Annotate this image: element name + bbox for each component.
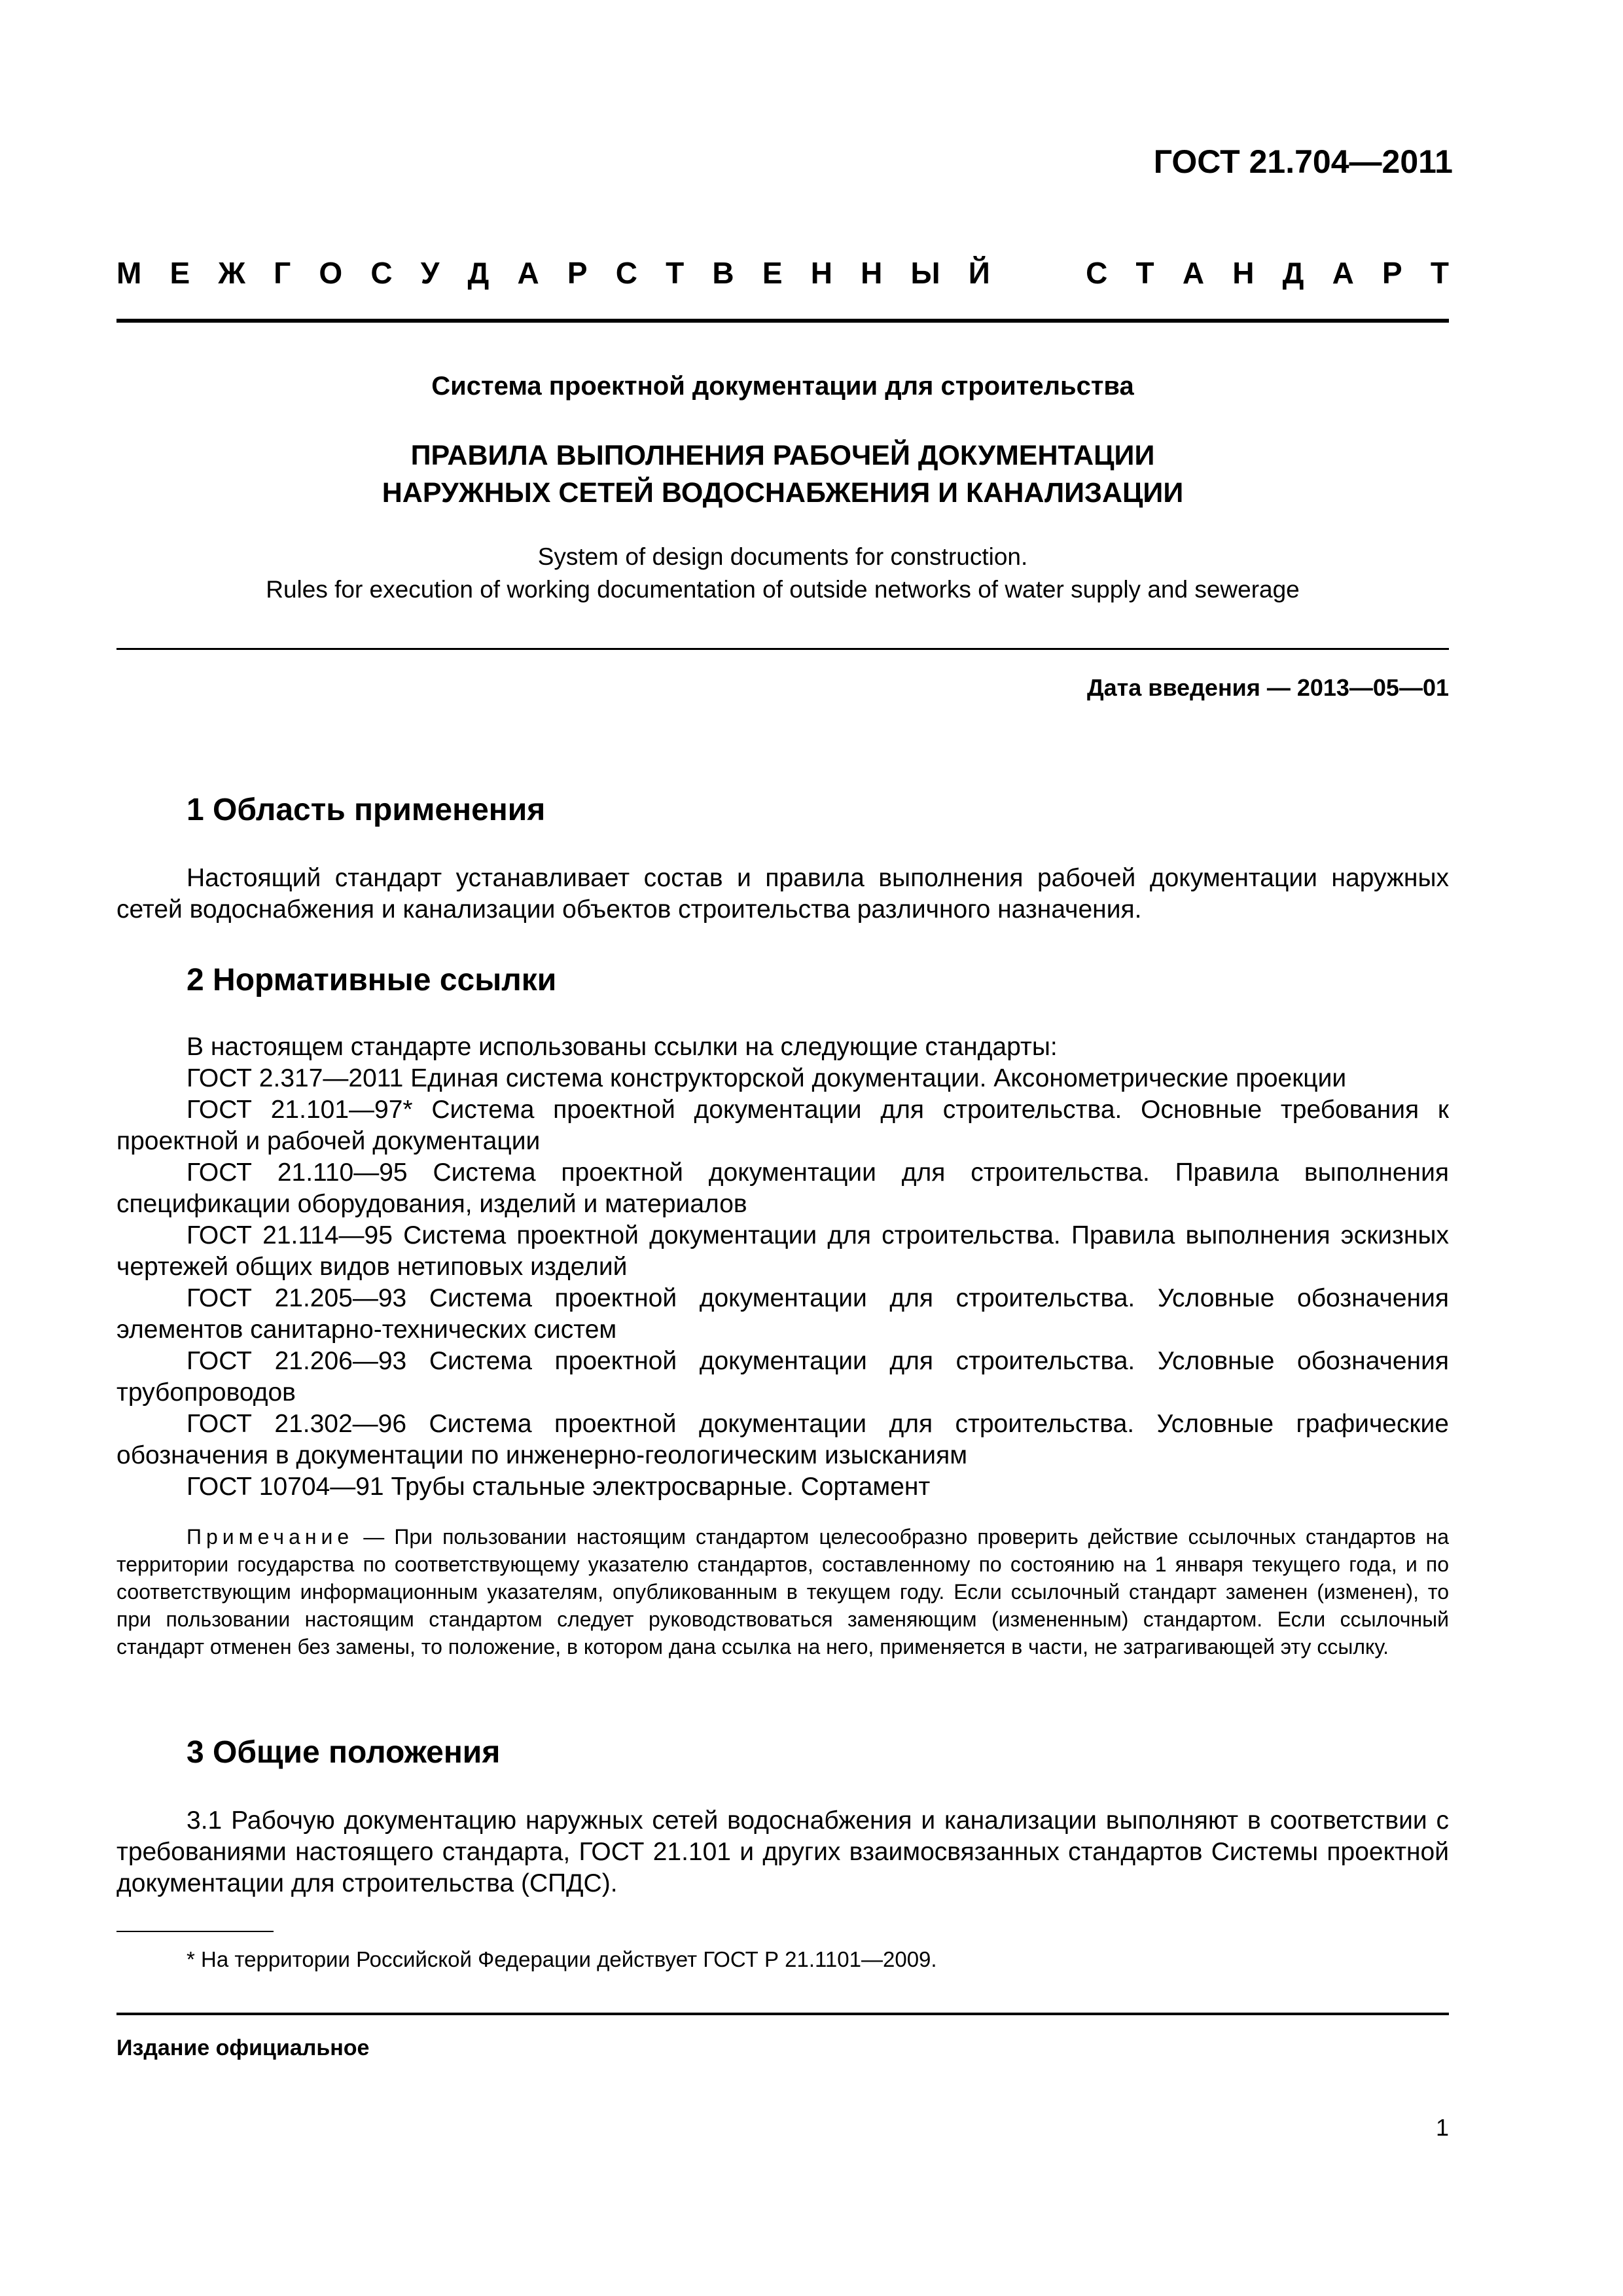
section-3-heading: 3 Общие положения <box>187 1735 501 1770</box>
standard-type-letter: А <box>1182 256 1205 290</box>
standard-type-letter: Т <box>1135 256 1154 290</box>
section-1-text: Настоящий стандарт устанавливает состав и правила выполнения рабочей документации наружных сетей водоснабжения и канализации объектов строительства различного назначения. <box>116 864 1449 924</box>
standard-type-letter: А <box>1332 256 1354 290</box>
standard-type-letter: Н <box>810 256 832 290</box>
standard-type-letter: М <box>116 256 142 290</box>
reference-item: ГОСТ 21.205—93 Система проектной документации для строительства. Условные обозначения элементов санитарно-технических систем <box>116 1284 1449 1344</box>
standard-type-letter: Т <box>666 256 685 290</box>
standard-type-letter: Н <box>1232 256 1255 290</box>
standard-type-letter: Р <box>567 256 588 290</box>
reference-item: ГОСТ 21.110—95 Система проектной документации для строительства. Правила выполнения спецификации оборудования, изделий и материалов <box>116 1158 1449 1218</box>
standard-type-letter: Т <box>1430 256 1449 290</box>
reference-item: ГОСТ 10704—91 Трубы стальные электросварные. Сортамент <box>187 1473 931 1501</box>
reference-item: ГОСТ 21.114—95 Система проектной документации для строительства. Правила выполнения эскизных чертежей общих видов нетиповых изделий <box>116 1221 1449 1281</box>
standard-type-letter: Г <box>274 256 291 290</box>
footnote: * На территории Российской Федерации действует ГОСТ Р 21.1101—2009. <box>187 1947 937 1971</box>
section-2-heading: 2 Нормативные ссылки <box>187 963 557 997</box>
reference-item: ГОСТ 21.206—93 Система проектной документации для строительства. Условные обозначения трубопроводов <box>116 1347 1449 1407</box>
word-gap <box>1018 255 1058 291</box>
header-rule <box>116 319 1449 323</box>
paragraph-3-1: 3.1 Рабочую документацию наружных сетей водоснабжения и канализации выполняют в соответствии с требованиями настоящего стандарта, ГОСТ 21.101 и других взаимосвязанных стандартов Системы проектной документации для строительства (СПДС). <box>116 1806 1449 1897</box>
footer-rule <box>116 2013 1449 2015</box>
page-number: 1 <box>1435 2114 1449 2141</box>
section-1-heading: 1 Область применения <box>187 793 546 827</box>
standard-type-letter: А <box>517 256 539 290</box>
introduction-date: Дата введения — 2013—05—01 <box>1086 674 1449 701</box>
standard-type-letter: В <box>712 256 734 290</box>
standard-type-letter: Д <box>467 256 490 290</box>
title-line-2: НАРУЖНЫХ СЕТЕЙ ВОДОСНАБЖЕНИЯ И КАНАЛИЗАЦИИ <box>382 477 1184 509</box>
reference-item: ГОСТ 2.317—2011 Единая система конструкторской документации. Аксонометрические проекции <box>187 1064 1347 1092</box>
reference-item: ГОСТ 21.101—97* Система проектной документации для строительства. Основные требования к проектной и рабочей документации <box>116 1096 1449 1155</box>
standard-type <box>116 255 1449 291</box>
gost-number: ГОСТ 21.704—2011 <box>1153 143 1453 180</box>
standard-type-letter: У <box>420 256 440 290</box>
title-line-1: ПРАВИЛА ВЫПОЛНЕНИЯ РАБОЧЕЙ ДОКУМЕНТАЦИИ <box>410 440 1155 471</box>
note-text: — При пользовании настоящим стандартом целесообразно проверить действие ссылочных стандартов на территории государства по соответствующему указателю стандартов, составленному по состоянию на 1 января текущего года, и по соответствующим информационным указателям, опубликованным в текущем году. Если ссылочный стандарт заменен (изменен), то при пользовании настоящим стандартом следует руководствоваться заменяющим (измененным) стандартом. Если ссылочный стандарт отменен без замены, то положение, в котором дана ссылка на него, применяется в части, не затрагивающей эту ссылку. <box>116 1525 1449 1659</box>
english-line-2: Rules for execution of working documentation of outside networks of water supply and sewerage <box>266 576 1300 603</box>
standard-type-letter: Й <box>968 256 990 290</box>
standard-type-letter: Ы <box>910 256 940 290</box>
title-rule <box>116 648 1449 650</box>
reference-item: ГОСТ 21.302—96 Система проектной документации для строительства. Условные графические обозначения в документации по инженерно-геологическим изысканиям <box>116 1410 1449 1469</box>
standard-type-letter: О <box>319 256 343 290</box>
note-label: Примечание <box>187 1525 354 1549</box>
references-intro: В настоящем стандарте использованы ссылки на следующие стандарты: <box>187 1033 1058 1061</box>
standard-type-letter: С <box>370 256 393 290</box>
references-block <box>116 1031 1449 1503</box>
footnote-rule <box>116 1931 274 1932</box>
document-title <box>116 437 1449 512</box>
standard-type-letter: Е <box>169 256 190 290</box>
standard-type-letter: С <box>1086 256 1108 290</box>
english-line-1: System of design documents for construction. <box>537 543 1028 570</box>
english-title <box>116 541 1449 606</box>
edition-label: Издание официальное <box>116 2036 370 2060</box>
standard-type-letter: Р <box>1382 256 1402 290</box>
standard-type-letter: С <box>615 256 637 290</box>
standard-type-letter: Д <box>1282 256 1304 290</box>
system-name: Система проектной документации для строительства <box>431 372 1134 401</box>
note <box>116 1523 1449 1660</box>
standard-type-letter: Ж <box>218 256 245 290</box>
standard-type-letter: Е <box>762 256 783 290</box>
standard-type-letter: Н <box>861 256 883 290</box>
